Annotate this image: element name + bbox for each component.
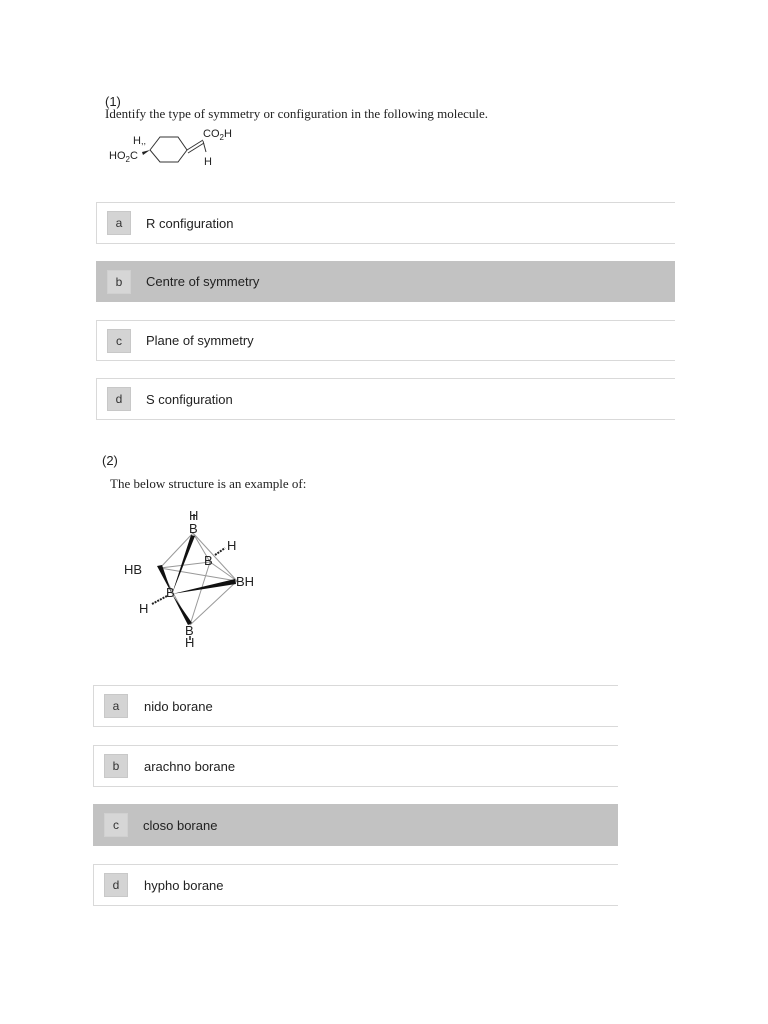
option-letter: c [107,329,131,353]
atom-h-right: H [227,538,237,553]
svg-text:,,: ,, [141,136,147,146]
option-letter: d [104,873,128,897]
option-letter: b [107,270,131,294]
atom-b-bottom: B [185,623,194,638]
option-label: hypho borane [144,877,224,893]
atom-h-left: H [139,601,149,616]
cyclohexane-ring [150,137,187,162]
option-letter: d [107,387,131,411]
label-h-bottom: H [204,156,212,168]
option-label: R configuration [146,215,234,231]
q2-option-d[interactable] [93,864,618,906]
option-label: S configuration [146,391,233,407]
option-label: closo borane [143,817,218,833]
q1-option-c[interactable] [96,320,675,361]
bond-front-bottom [172,594,192,625]
option-label: Centre of symmetry [146,274,260,289]
question-2-prompt: The below structure is an example of: [110,476,307,491]
label-ho2c: $HO_2C$ [109,150,138,164]
option-letter: b [104,754,128,778]
q1-option-b[interactable] [96,261,675,302]
atom-b-top: B [189,521,198,536]
option-letter: a [104,694,128,718]
option-letter: c [104,813,128,837]
wedge-bond [142,150,150,155]
q2-option-a[interactable] [93,685,618,727]
q2-option-c[interactable] [93,804,618,846]
atom-hb: HB [124,562,143,577]
label-h-left: H [133,135,141,147]
atom-h-bottom: H [185,635,195,650]
option-label: arachno borane [144,758,236,774]
bond-b-h-back [215,548,225,555]
option-label: Plane of symmetry [146,333,254,348]
atom-h-top: H [189,508,199,523]
question-2-number: (2) [102,453,118,468]
question-1-prompt: Identify the type of symmetry or configuration in the following molecule. [105,106,489,121]
q2-option-b[interactable] [93,745,618,787]
question-2-borane-structure [115,505,275,655]
question-1-number: (1) [105,94,121,109]
bond-to-h [203,141,206,152]
atom-b-front: B [166,585,175,600]
q1-option-a[interactable] [96,202,675,244]
atom-bh: BH [236,574,255,589]
option-letter: a [107,211,131,235]
atom-b-back: B [204,553,213,568]
option-label: nido borane [144,698,213,714]
question-1-molecule [105,126,245,170]
q1-option-d[interactable] [96,378,675,420]
label-co2h: $CO_2H$ [203,128,232,142]
bond-b-h-front [152,596,167,604]
